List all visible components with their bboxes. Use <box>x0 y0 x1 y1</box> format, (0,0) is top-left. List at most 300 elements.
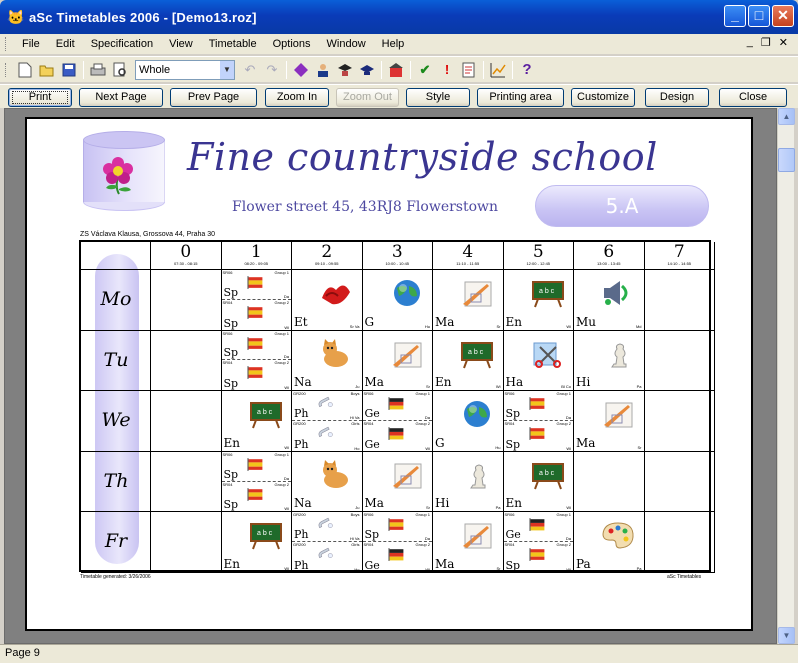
room-code: Ju <box>355 384 360 390</box>
open-folder-icon[interactable] <box>36 59 58 81</box>
chevron-down-icon[interactable]: ▼ <box>220 61 234 79</box>
lesson-cell[interactable] <box>292 331 363 392</box>
group-code: SR04 <box>363 420 374 426</box>
room-code: Bl Co <box>561 384 571 390</box>
room-code: Hu <box>495 444 501 450</box>
day-cell <box>81 331 151 392</box>
grip-handle[interactable] <box>5 37 8 51</box>
lesson-cell[interactable] <box>151 512 222 573</box>
period-time: 13:00 - 13:45 <box>596 261 621 266</box>
printing-area-button[interactable]: Printing area <box>477 88 564 107</box>
period-number: 5 <box>532 242 544 262</box>
room-code: Da <box>424 536 430 542</box>
period-header-6 <box>574 242 645 270</box>
split-lesson[interactable] <box>363 542 433 572</box>
help-icon[interactable]: ? <box>522 61 532 78</box>
scroll-down-icon[interactable]: ▼ <box>778 627 795 644</box>
subject-abbr: Sp <box>223 285 239 299</box>
exclamation-icon[interactable]: ! <box>444 62 450 77</box>
lesson-cell[interactable] <box>292 391 363 452</box>
split-lesson[interactable] <box>504 512 574 542</box>
room-code: Wi <box>495 384 501 390</box>
toolbar-separator <box>83 61 84 79</box>
subject-abbr: Sp <box>223 346 239 360</box>
day-name: Tu <box>103 348 129 371</box>
group-name: Group 1 <box>274 451 289 457</box>
svg-text:a b c: a b c <box>538 469 554 477</box>
vertical-scrollbar[interactable] <box>777 108 794 644</box>
subject-abbr: Ha <box>505 375 524 390</box>
subject-abbr: G <box>364 314 375 329</box>
flag-icon <box>528 425 548 441</box>
subject-abbr: En <box>435 375 452 390</box>
chess-icon <box>600 339 636 369</box>
group-code: SR06 <box>363 512 374 518</box>
lesson-cell[interactable] <box>504 391 575 452</box>
split-lesson[interactable] <box>222 482 292 512</box>
scissors-icon <box>530 339 566 369</box>
flag-icon <box>246 335 266 351</box>
chart-edit-icon[interactable] <box>487 59 509 81</box>
undo-icon[interactable]: ↶ <box>244 61 256 77</box>
group-name: Group 2 <box>274 360 289 366</box>
group-name: Group 2 <box>274 299 289 305</box>
menu-window[interactable]: Window <box>326 38 366 50</box>
group-name: Boys <box>350 512 360 518</box>
scroll-up-icon[interactable]: ▲ <box>778 108 795 125</box>
lesson-cell[interactable] <box>363 391 434 452</box>
group-code: GR200 <box>293 542 306 548</box>
period-time: 07:30 - 08:15 <box>173 261 198 266</box>
classes-icon[interactable] <box>334 59 356 81</box>
group-code: GR200 <box>293 420 306 426</box>
close-preview-button[interactable]: Close <box>719 88 787 107</box>
period-number: 7 <box>673 242 685 262</box>
flag-icon <box>246 456 266 472</box>
cat-icon <box>318 339 354 369</box>
day-name: Fr <box>104 530 128 553</box>
timetable-page <box>25 117 753 631</box>
day-cell <box>81 391 151 452</box>
lesson-cell[interactable] <box>151 270 222 331</box>
lesson-cell[interactable] <box>574 270 645 331</box>
triangle-icon <box>459 520 495 550</box>
room-code: Sr <box>637 444 642 450</box>
split-lesson[interactable] <box>504 542 574 572</box>
split-lesson[interactable] <box>222 452 292 482</box>
flag-icon <box>246 304 266 320</box>
generated-date: Timetable generated: 3/26/2006 <box>80 574 151 580</box>
globe-icon <box>389 278 425 308</box>
split-lesson[interactable] <box>292 421 362 451</box>
room-code: Md <box>635 323 642 329</box>
group-name: Girls <box>351 420 360 426</box>
room-code: Hi Va <box>350 536 360 542</box>
subject-abbr: Na <box>294 496 312 511</box>
group-code: GR200 <box>293 512 306 518</box>
flagde-icon <box>387 395 407 411</box>
period-number: 0 <box>180 242 192 262</box>
lesson-cell[interactable] <box>222 270 293 331</box>
save-icon[interactable] <box>58 59 80 81</box>
lesson-cell[interactable] <box>574 331 645 392</box>
class-badge: 5.A <box>535 185 709 227</box>
lesson-cell[interactable] <box>222 391 293 452</box>
timetable-grid <box>79 240 711 572</box>
room-code: Hu <box>424 323 430 329</box>
status-bar <box>0 644 798 663</box>
room-code: Sr <box>426 384 430 390</box>
magnet-icon <box>316 516 336 532</box>
room-code: Sr Va <box>349 323 360 329</box>
board-icon <box>530 460 566 490</box>
toolbar-separator <box>483 61 484 79</box>
scroll-thumb[interactable] <box>778 148 795 172</box>
lesson-cell[interactable] <box>574 452 645 513</box>
header-corner <box>81 242 151 270</box>
print-preview-bar <box>0 84 798 108</box>
group-code: SR04 <box>222 299 233 305</box>
split-lesson[interactable] <box>222 360 292 390</box>
group-code: SR06 <box>222 330 233 336</box>
subject-abbr: Na <box>294 375 312 390</box>
print-button[interactable]: Print <box>8 88 72 107</box>
subject-abbr: Ph <box>294 558 309 572</box>
board-icon <box>248 520 284 550</box>
subject-abbr: Sp <box>364 528 380 542</box>
lesson-cell[interactable] <box>645 512 716 573</box>
title-bar <box>0 0 798 34</box>
board-icon <box>248 399 284 429</box>
lesson-cell[interactable] <box>363 331 434 392</box>
subject-abbr: Hi <box>435 496 450 511</box>
period-number: 1 <box>250 242 262 262</box>
preview-area <box>4 108 777 644</box>
flagde-icon <box>387 425 407 441</box>
period-header-2 <box>292 242 363 270</box>
room-code: Ju <box>355 505 360 511</box>
building-icon[interactable] <box>385 59 407 81</box>
school-name: ZS Václava Klausa, Grossova 44, Praha 30 <box>80 231 216 238</box>
graduation-cap-icon[interactable] <box>356 59 378 81</box>
group-name: Group 1 <box>274 270 289 275</box>
subject-abbr: Ma <box>364 375 384 390</box>
lesson-cell[interactable] <box>363 452 434 513</box>
room-code: Sr <box>496 565 501 571</box>
group-name: Group 1 <box>556 391 571 397</box>
redo-icon[interactable]: ↷ <box>266 61 278 77</box>
subjects-icon[interactable] <box>290 59 312 81</box>
flag-icon <box>528 395 548 411</box>
subject-abbr: En <box>223 435 240 450</box>
close-window-button[interactable]: ✕ <box>772 5 794 27</box>
period-time: 08:20 - 09:05 <box>244 261 269 266</box>
triangle-icon <box>389 339 425 369</box>
period-header-1 <box>222 242 293 270</box>
flag-icon <box>528 546 548 562</box>
menu-edit[interactable]: Edit <box>55 38 75 50</box>
lesson-cell[interactable] <box>292 270 363 331</box>
lesson-cell[interactable] <box>433 391 504 452</box>
group-code: GR200 <box>293 391 306 397</box>
subject-abbr: Sp <box>223 467 239 481</box>
magnet-icon <box>316 546 336 562</box>
window-title: aSc Timetables 2006 - [Demo13.roz] <box>29 9 257 25</box>
room-code: Da <box>283 293 289 299</box>
room-code: Da <box>424 414 430 420</box>
split-lesson[interactable] <box>363 421 433 451</box>
room-code: Wi <box>566 505 571 511</box>
lesson-cell[interactable] <box>292 512 363 573</box>
subject-abbr: Ph <box>294 437 309 451</box>
lesson-cell[interactable] <box>292 452 363 513</box>
period-time: 12:00 - 12:45 <box>526 261 551 266</box>
group-name: Group 1 <box>274 330 289 336</box>
menu-file[interactable]: File <box>22 38 40 50</box>
lesson-cell[interactable] <box>433 452 504 513</box>
zoom-in-button[interactable]: Zoom In <box>265 88 329 107</box>
room-code: Sr <box>496 323 501 329</box>
maximize-button[interactable]: □ <box>748 5 770 27</box>
room-code: Wi <box>284 385 289 391</box>
room-code: Wi <box>566 566 571 572</box>
menu-help[interactable]: Help <box>381 38 405 50</box>
flower-icon <box>97 153 139 195</box>
lesson-cell[interactable] <box>151 391 222 452</box>
split-lesson[interactable] <box>504 391 574 421</box>
hands-icon <box>318 278 354 308</box>
period-time: 14:10 - 14:55 <box>667 261 692 266</box>
magnet-icon <box>316 425 336 441</box>
subject-abbr: Ph <box>294 528 309 542</box>
triangle-icon <box>600 399 636 429</box>
lesson-cell[interactable] <box>151 452 222 513</box>
new-file-icon[interactable] <box>14 59 36 81</box>
flag-icon <box>246 274 266 290</box>
subject-abbr: Sp <box>223 377 239 391</box>
lesson-cell[interactable] <box>433 512 504 573</box>
split-lesson[interactable] <box>292 512 362 542</box>
lesson-cell[interactable] <box>433 270 504 331</box>
subject-abbr: En <box>223 556 240 571</box>
chess-icon <box>459 460 495 490</box>
subject-abbr: Sp <box>505 437 521 451</box>
group-code: SR04 <box>504 420 515 426</box>
room-code: Da <box>565 536 571 542</box>
design-button[interactable]: Design <box>645 88 709 107</box>
period-time: 10:00 - 10:45 <box>385 261 410 266</box>
split-lesson[interactable] <box>292 542 362 572</box>
subject-abbr: Sp <box>505 406 521 420</box>
room-code: Pa <box>636 565 642 571</box>
day-name: Mo <box>100 288 132 310</box>
lesson-cell[interactable] <box>504 512 575 573</box>
subject-abbr: Ph <box>294 406 309 420</box>
room-code: Da <box>565 414 571 420</box>
toolbar-separator <box>286 61 287 79</box>
check-icon[interactable]: ✔ <box>419 61 431 77</box>
music-icon <box>600 278 636 308</box>
period-time: 11:10 - 11:55 <box>456 261 480 266</box>
group-code: SR04 <box>504 542 515 548</box>
room-code: Wi <box>284 444 289 450</box>
period-number: 4 <box>462 242 474 262</box>
menu-options[interactable]: Options <box>272 38 311 50</box>
board-icon <box>530 278 566 308</box>
toolbar-separator <box>512 61 513 79</box>
school-address: Flower street 45, 43RJ8 Flowerstown <box>232 199 499 215</box>
subject-abbr: Ge <box>364 406 380 420</box>
flagde-icon <box>387 546 407 562</box>
next-page-button[interactable]: Next Page <box>79 88 163 107</box>
subject-abbr: Sp <box>223 316 239 330</box>
group-name: Group 1 <box>415 512 430 518</box>
group-name: Group 2 <box>415 420 430 426</box>
customize-button[interactable]: Customize <box>571 88 635 107</box>
flag-icon <box>246 364 266 380</box>
group-name: Boys <box>350 391 360 397</box>
lesson-cell[interactable] <box>645 270 716 331</box>
split-lesson[interactable] <box>292 391 362 421</box>
day-cell <box>81 452 151 513</box>
subject-abbr: Ma <box>576 435 596 450</box>
period-number: 2 <box>321 242 333 262</box>
group-name: Girls <box>351 542 360 548</box>
triangle-icon <box>459 278 495 308</box>
lesson-cell[interactable] <box>504 331 575 392</box>
group-name: Group 1 <box>415 391 430 397</box>
subject-abbr: Ge <box>505 528 521 542</box>
group-code: SR06 <box>504 391 515 397</box>
mdi-restore-icon[interactable]: ❐ <box>760 37 771 49</box>
toolbar <box>0 56 798 82</box>
print-icon[interactable] <box>87 59 109 81</box>
lesson-cell[interactable] <box>222 331 293 392</box>
subject-abbr: En <box>505 496 522 511</box>
zoom-out-button[interactable]: Zoom Out <box>336 88 399 107</box>
group-code: SR06 <box>222 270 233 275</box>
app-icon[interactable]: 🐱 <box>7 9 25 25</box>
lesson-cell[interactable] <box>574 391 645 452</box>
menu-bar <box>0 34 798 54</box>
menu-specification[interactable]: Specification <box>90 38 154 50</box>
lesson-cell[interactable] <box>574 512 645 573</box>
split-lesson[interactable] <box>222 300 292 330</box>
lesson-cell[interactable] <box>222 452 293 513</box>
lesson-cell[interactable] <box>645 391 716 452</box>
subject-abbr: Mu <box>576 314 597 329</box>
group-name: Group 1 <box>556 512 571 518</box>
minimize-button[interactable]: _ <box>724 5 746 27</box>
day-name: We <box>101 409 131 432</box>
svg-text:a b c: a b c <box>256 530 272 538</box>
subject-abbr: Ma <box>435 556 455 571</box>
room-code: Wi <box>566 323 571 329</box>
subject-abbr: Sp <box>505 558 521 572</box>
subject-abbr: Pa <box>576 556 591 571</box>
lesson-cell[interactable] <box>151 331 222 392</box>
period-header-4 <box>433 242 504 270</box>
subject-abbr: Ge <box>364 437 380 451</box>
view-select-value: Whole <box>139 63 171 76</box>
toolbar-separator <box>381 61 382 79</box>
group-code: SR04 <box>222 360 233 366</box>
subject-abbr: Hi <box>576 375 591 390</box>
split-lesson[interactable] <box>222 270 292 300</box>
lesson-cell[interactable] <box>504 452 575 513</box>
split-lesson[interactable] <box>504 421 574 451</box>
period-header-5 <box>504 242 575 270</box>
split-lesson[interactable] <box>363 512 433 542</box>
group-name: Group 2 <box>415 542 430 548</box>
subject-abbr: Ma <box>435 314 455 329</box>
subject-abbr: G <box>435 435 445 450</box>
room-code: Hi Va <box>350 414 360 420</box>
room-code: Da <box>283 475 289 481</box>
lesson-cell[interactable] <box>363 512 434 573</box>
room-code: Ho <box>354 445 360 451</box>
room-code: Wi <box>566 445 571 451</box>
group-name: Group 2 <box>556 420 571 426</box>
lesson-cell[interactable] <box>645 331 716 392</box>
day-cell <box>81 512 151 573</box>
menu-view[interactable]: View <box>169 38 193 50</box>
lesson-cell[interactable] <box>645 452 716 513</box>
room-code: Wi <box>284 324 289 330</box>
split-lesson[interactable] <box>222 331 292 361</box>
day-name: Th <box>103 469 129 492</box>
menu-timetable[interactable]: Timetable <box>208 38 257 50</box>
group-code: SR06 <box>363 391 374 397</box>
group-code: SR04 <box>363 542 374 548</box>
room-code: Ho <box>354 566 360 572</box>
teachers-icon[interactable] <box>312 59 334 81</box>
style-button[interactable]: Style <box>406 88 470 107</box>
room-code: Wi <box>425 445 430 451</box>
group-name: Group 2 <box>556 542 571 548</box>
mdi-close-icon[interactable]: ✕ <box>778 37 788 49</box>
report-icon[interactable] <box>458 59 480 81</box>
room-code: Da <box>283 354 289 360</box>
page-indicator: Page 9 <box>5 647 40 659</box>
toolbar-separator <box>410 61 411 79</box>
group-name: Group 2 <box>274 481 289 487</box>
view-select[interactable] <box>135 60 235 80</box>
mdi-minimize-icon[interactable]: _ <box>746 36 753 48</box>
period-header-7 <box>645 242 716 270</box>
toolbar-grip[interactable] <box>5 63 8 77</box>
school-title: Fine countryside school <box>187 135 658 179</box>
svg-text:a b c: a b c <box>538 288 554 295</box>
split-lesson[interactable] <box>363 391 433 421</box>
svg-text:a b c: a b c <box>256 409 272 417</box>
room-code: Wi <box>284 506 289 512</box>
flag-icon <box>246 486 266 502</box>
magnet-icon <box>316 395 336 411</box>
room-code: Wi <box>284 565 289 571</box>
lesson-cell[interactable] <box>433 331 504 392</box>
room-code: Wi <box>425 566 430 572</box>
lesson-cell[interactable] <box>504 270 575 331</box>
print-preview-icon[interactable] <box>109 59 131 81</box>
lesson-cell[interactable] <box>363 270 434 331</box>
period-number: 6 <box>603 242 615 262</box>
lesson-cell[interactable] <box>222 512 293 573</box>
flagde-icon <box>528 516 548 532</box>
subject-abbr: Ma <box>364 496 384 511</box>
app-credit: aSc Timetables <box>667 574 702 580</box>
prev-page-button[interactable]: Prev Page <box>170 88 257 107</box>
